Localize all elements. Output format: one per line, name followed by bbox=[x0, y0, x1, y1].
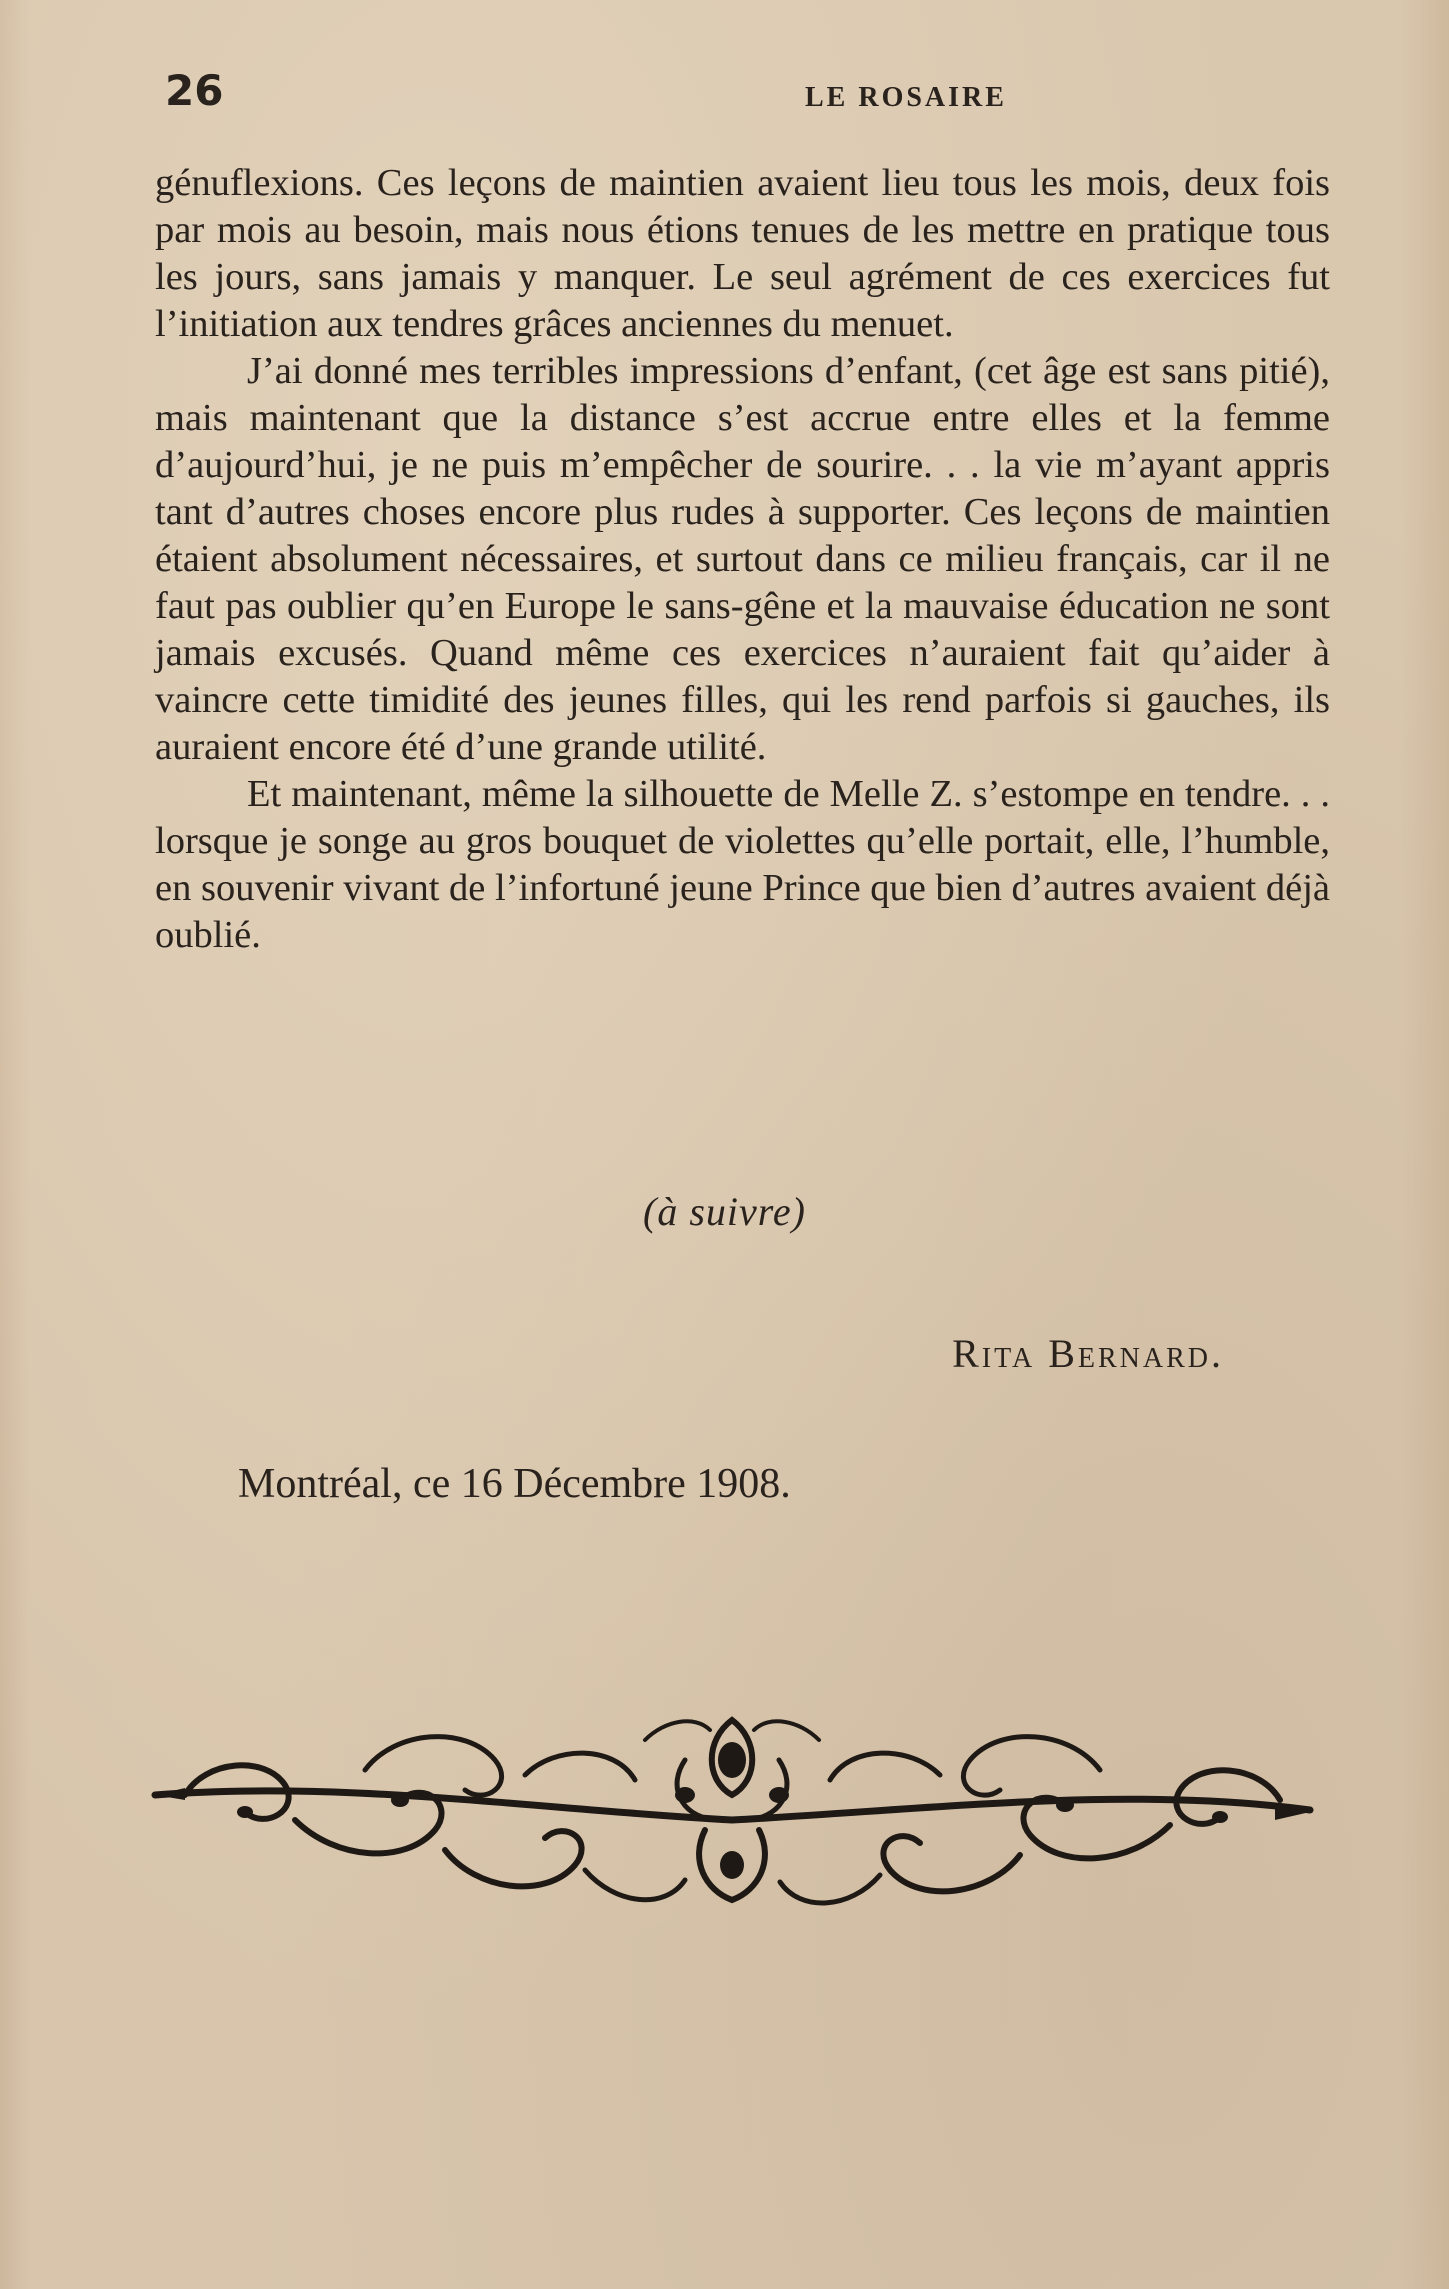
paragraph-1: génuflexions. Ces leçons de maintien avaient lieu tous les mois, deux fois par mois au besoin, mais nous étions tenues de les mettre en pratique tous les jours, sans jamais y manquer. Le seul agrément de ces exercices fut l’initiation aux tendres grâces anciennes du menuet. bbox=[155, 162, 1330, 345]
author-signature: Rita Bernard. bbox=[952, 1331, 1224, 1376]
place-date-line: Montréal, ce 16 Décembre 1908. bbox=[238, 1461, 791, 1507]
running-head: LE ROSAIRE bbox=[805, 82, 1007, 113]
body-text bbox=[155, 160, 1330, 959]
continuation-note: (à suivre) bbox=[643, 1189, 806, 1234]
paragraph-2: J’ai donné mes terribles impressions d’enfant, (cet âge est sans pitié), mais maintenant que la distance s’est accrue entre elles et la femme d’aujourd’hui, je ne puis m’empêcher de sourire. . . la vie m’ayant appris tant d’autres choses encore plus rudes à supporter. Ces leçons de maintien étaient absolument nécessaires, et surtout dans ce milieu français, car il ne faut pas oublier qu’en Europe le sans-gêne et la mauvaise éducation ne sont jamais excusés. Quand même ces exercices n’auraient fait qu’aider à vaincre cette timidité des jeunes filles, qui les rend parfois si gauches, ils auraient encore été d’une grande utilité. bbox=[155, 350, 1330, 768]
page-header bbox=[165, 66, 1330, 126]
paragraph-3: Et maintenant, même la silhouette de Melle Z. s’estompe en tendre. . . lorsque je songe au gros bouquet de violettes qu’elle portait, elle, l’humble, en souvenir vivant de l’infortuné jeune Prince que bien d’autres avaient déjà oublié. bbox=[155, 773, 1330, 956]
page-number: 26 bbox=[165, 66, 224, 115]
floral-ornament-icon bbox=[145, 1700, 1320, 1930]
